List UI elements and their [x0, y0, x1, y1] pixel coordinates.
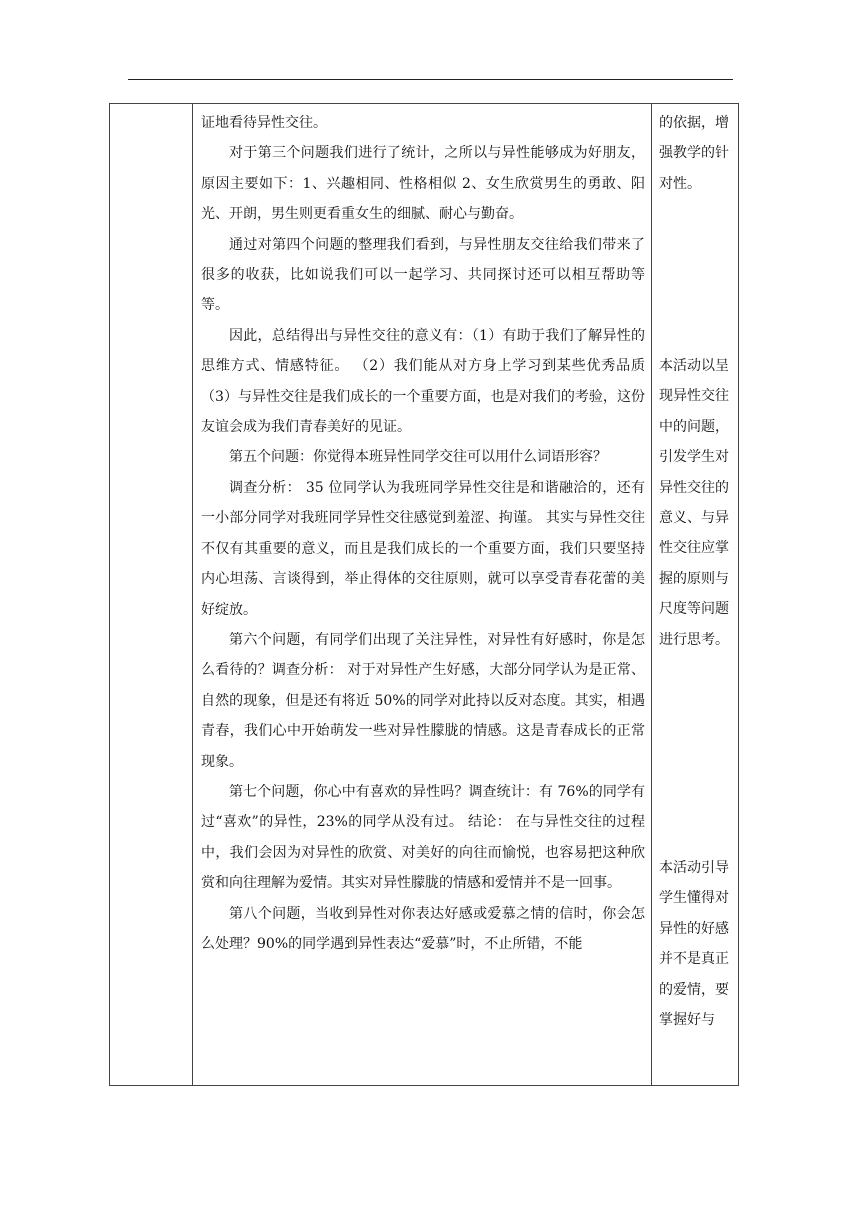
column-divider-right — [651, 104, 652, 1085]
paragraph-continuation: 证地看待异性交往。 — [201, 115, 327, 131]
paragraph-question-five: 第五个问题：你觉得本班异性同学交往可以用什么词语形容？ — [229, 449, 607, 466]
side-note-activity-one: 本活动以呈现异性交往中的问题，引发学生对异性交往的意义、与异性交往应掌握的原则与尺度等问题进行思考。 — [659, 358, 729, 648]
header-rule — [128, 79, 733, 80]
paragraph-question-five-analysis: 调查分析： 35 位同学认为我班同学异性交往是和谐融洽的，还有一小部分同学对我班同学异性交往感觉到羞涩、拘谨。 其实与异性交往不仅有其重要的意义，而且是我们成长的一个重要方面，我们只要坚持内心坦荡、言谈得到，举止得体的交往原则，就可以享受青春花蕾的美好绽放。 — [201, 479, 645, 618]
paragraph-question-seven: 第七个问题，你心中有喜欢的异性吗？调查统计：有 76%的同学有过“喜欢”的异性，23%的同学从没有过。 结论： 在与异性交往的过程中，我们会因为对异性的欣赏、对美好的向往而愉悦，也容易把这种欣赏和向往理解为爱情。其实对异性朦胧的情感和爱情并不是一回事。 — [201, 783, 645, 892]
paragraph-question-three: 对于第三个问题我们进行了统计，之所以与异性能够成为好朋友，原因主要如下：1、兴趣相同、性格相似 2、女生欣赏男生的勇敢、阳光、开朗，男生则更看重女生的细腻、耐心与勤奋。 — [201, 145, 645, 223]
lesson-table — [109, 103, 739, 1086]
paragraph-significance-summary: 因此，总结得出与异性交往的意义有：（1）有助于我们了解异性的思维方式、情感特征。 （2）我们能从对方身上学习到某些优秀品质 （3）与异性交往是我们成长的一个重要方面，也是对我们的考验，这份友谊会成为我们青春美好的见证。 — [201, 327, 645, 436]
column-divider-left — [192, 104, 193, 1085]
main-content-cell — [201, 108, 645, 959]
paragraph-question-six: 第六个问题，有同学们出现了关注异性，对异性有好感时，你是怎么看待的？调查分析： 对于对异性产生好感，大部分同学认为是正常、自然的现象，但是还有将近 50%的同学对此持以反对态度。其实，相遇青春，我们心中开始萌发一些对异性朦胧的情感。这是青春成长的正常现象。 — [201, 631, 645, 770]
side-note-activity-two: 本活动引导学生懂得对异性的好感并不是真正的爱情，要掌握好与 — [659, 860, 729, 1029]
paragraph-question-eight: 第八个问题，当收到异性对你表达好感或爱慕之情的信时，你会怎么处理？90%的同学遇到异性表达“爱慕”时，不止所错，不能 — [201, 905, 645, 952]
paragraph-question-four: 通过对第四个问题的整理我们看到，与异性朋友交往给我们带来了很多的收获，比如说我们可以一起学习、共同探讨还可以相互帮助等等。 — [201, 236, 645, 314]
side-note-basis: 的依据，增强教学的针对性。 — [659, 115, 729, 192]
